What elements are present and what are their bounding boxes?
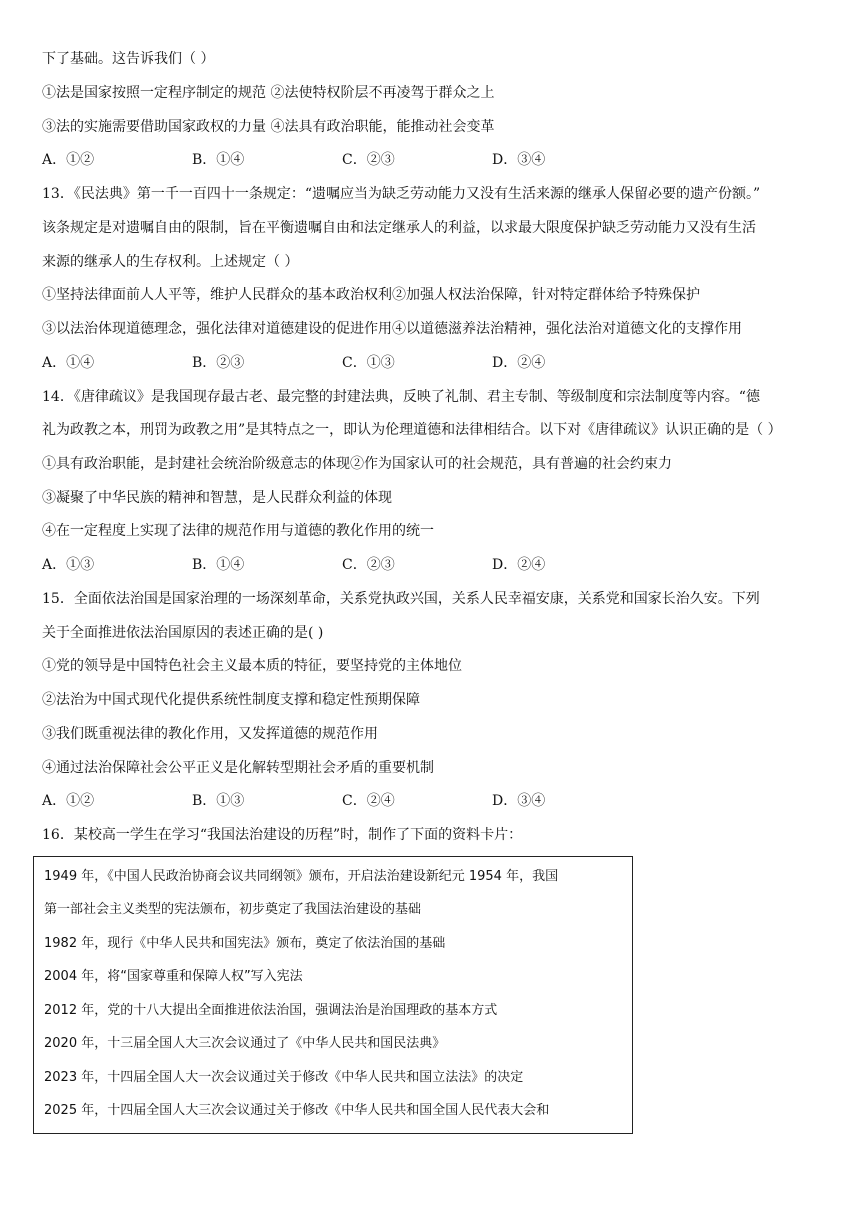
q12-option-d: D．③④ bbox=[492, 152, 546, 168]
q14-option-a: A．①③ bbox=[42, 557, 95, 573]
q12-stem-tail: 下了基础。这告诉我们（ ） bbox=[42, 51, 215, 67]
card-line-2020: 2020 年，十三届全国人大三次会议通过了《中华人民共和国民法典》 bbox=[44, 1036, 446, 1051]
q12-statement-3-4: ③法的实施需要借助国家政权的力量 ④法具有政治职能，能推动社会变革 bbox=[42, 119, 495, 135]
q15-options bbox=[42, 791, 802, 811]
q15-option-c: C．②④ bbox=[342, 793, 395, 809]
q14-statement-1-2: ①具有政治职能，是封建社会统治阶级意志的体现②作为国家认可的社会规范，具有普遍的社会约束力 bbox=[42, 456, 672, 472]
q14-option-d: D．②④ bbox=[492, 557, 546, 573]
q13-statement-3-4: ③以法治体现道德理念，强化法律对道德建设的促进作用④以道德滋养法治精神，强化法治对道德文化的支撑作用 bbox=[42, 321, 742, 337]
card-line-2004: 2004 年，将“国家尊重和保障人权”写入宪法 bbox=[44, 969, 303, 984]
q12-option-a: A．①② bbox=[42, 152, 95, 168]
q13-stem-line-2: 该条规定是对遗嘱自由的限制，旨在平衡遗嘱自由和法定继承人的利益，以求最大限度保护缺乏劳动能力又没有生活 bbox=[42, 220, 756, 236]
q15-statement-2: ②法治为中国式现代化提供系统性制度支撑和稳定性预期保障 bbox=[42, 692, 420, 708]
q15-stem-line-2: 关于全面推进依法治国原因的表述正确的是( ) bbox=[42, 625, 324, 641]
q14-statement-3: ③凝聚了中华民族的精神和智慧，是人民群众利益的体现 bbox=[42, 490, 392, 506]
q14-option-b: B．①④ bbox=[192, 557, 245, 573]
q13-stem-line-3: 来源的继承人的生存权利。上述规定（ ） bbox=[42, 254, 299, 270]
q15-statement-3: ③我们既重视法律的教化作用，又发挥道德的规范作用 bbox=[42, 726, 378, 742]
q13-options bbox=[42, 353, 802, 373]
card-line-1954: 第一部社会主义类型的宪法颁布，初步奠定了我国法治建设的基础 bbox=[44, 902, 422, 917]
q15-stem-line-1: 15．全面依法治国是国家治理的一场深刻革命，关系党执政兴国，关系人民幸福安康，关系党和国家长治久安。下列 bbox=[42, 591, 760, 607]
card-line-2012: 2012 年，党的十八大提出全面推进依法治国，强调法治是治国理政的基本方式 bbox=[44, 1003, 498, 1018]
q16-stem: 16．某校高一学生在学习“我国法治建设的历程”时，制作了下面的资料卡片： bbox=[42, 827, 523, 843]
q14-stem-line-1: 14．《唐律疏议》是我国现存最古老、最完整的封建法典，反映了礼制、君主专制、等级制度和宗法制度等内容。“德 bbox=[42, 389, 760, 405]
q13-option-c: C．①③ bbox=[342, 355, 395, 371]
q13-option-b: B．②③ bbox=[192, 355, 245, 371]
q13-option-a: A．①④ bbox=[42, 355, 95, 371]
q14-options bbox=[42, 555, 802, 575]
card-line-2023: 2023 年，十四届全国人大一次会议通过关于修改《中华人民共和国立法法》的决定 bbox=[44, 1070, 524, 1085]
q15-option-d: D．③④ bbox=[492, 793, 546, 809]
q13-option-d: D．②④ bbox=[492, 355, 546, 371]
q14-statement-4: ④在一定程度上实现了法律的规范作用与道德的教化作用的统一 bbox=[42, 523, 434, 539]
q15-statement-4: ④通过法治保障社会公平正义是化解转型期社会矛盾的重要机制 bbox=[42, 760, 434, 776]
q14-option-c: C．②③ bbox=[342, 557, 395, 573]
q12-statement-1-2: ①法是国家按照一定程序制定的规范 ②法使特权阶层不再凌驾于群众之上 bbox=[42, 85, 495, 101]
q13-stem-line-1: 13．《民法典》第一千一百四十一条规定：“遗嘱应当为缺乏劳动能力又没有生活来源的继承人保留必要的遗产份额。” bbox=[42, 186, 761, 202]
card-line-2025: 2025 年，十四届全国人大三次会议通过关于修改《中华人民共和国全国人民代表大会和 bbox=[44, 1103, 550, 1118]
q15-statement-1: ①党的领导是中国特色社会主义最本质的特征，要坚持党的主体地位 bbox=[42, 658, 462, 674]
card-line-1982: 1982 年，现行《中华人民共和国宪法》颁布，奠定了依法治国的基础 bbox=[44, 936, 446, 951]
q15-option-a: A．①② bbox=[42, 793, 95, 809]
q12-options bbox=[42, 150, 802, 170]
card-line-1949: 1949 年，《中国人民政治协商会议共同纲领》颁布，开启法治建设新纪元 1954 年，我国 bbox=[44, 869, 559, 884]
q15-option-b: B．①③ bbox=[192, 793, 245, 809]
q12-option-b: B．①④ bbox=[192, 152, 245, 168]
q16-info-card bbox=[33, 856, 633, 1134]
q13-statement-1-2: ①坚持法律面前人人平等，维护人民群众的基本政治权利②加强人权法治保障，针对特定群体给予特殊保护 bbox=[42, 287, 700, 303]
q14-stem-line-2: 礼为政教之本，刑罚为政教之用”是其特点之一，即认为伦理道德和法律相结合。以下对《唐律疏议》认识正确的是（ ） bbox=[42, 422, 782, 438]
q12-option-c: C．②③ bbox=[342, 152, 395, 168]
